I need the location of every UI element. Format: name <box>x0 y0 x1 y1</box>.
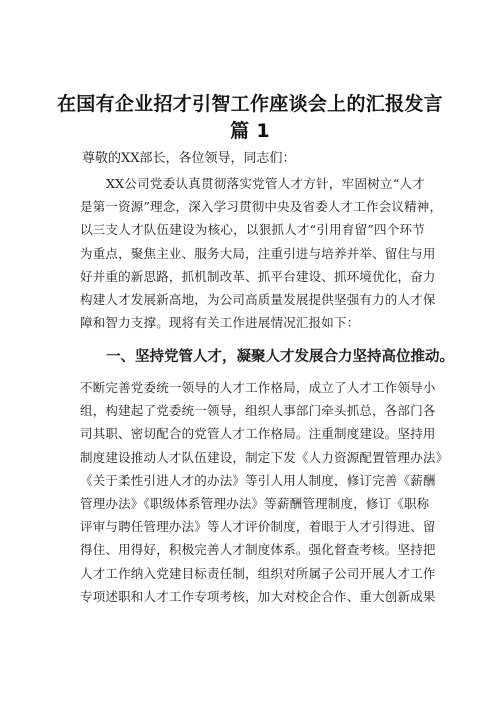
section-line: 评审与聘任管理办法》等人才评价制度，着眼于人才引得进、留 <box>80 519 436 535</box>
intro-line: XX公司党委认真贯彻落实党管人才方针，牢固树立“人才 <box>106 176 425 191</box>
intro-line: 为重点，聚焦主业、服务大局，注重引进与培养并举、留住与用 <box>80 245 436 261</box>
section-line: 管理办法》《职级体系管理办法》等薪酬管理制度，修订《职称 <box>80 495 430 511</box>
section-line: 不断完善党委统一领导的人才工作格局，成立了人才工作领导小 <box>80 380 436 395</box>
salutation: 尊敬的XX部长，各位领导，同志们： <box>82 151 296 166</box>
document-subtitle: 篇 1 <box>230 120 270 142</box>
intro-line: 障和智力支撑。现将有关工作进展情况汇报如下： <box>80 315 360 331</box>
intro-line: 构建人才发展新高地，为公司高质量发展提供坚强有力的人才保 <box>80 291 436 307</box>
section-line: 人才工作纳入党建目标责任制，组织对所属子公司开展人才工作 <box>80 565 436 581</box>
section-line: 《关于柔性引进人才的办法》等引人用人制度，修订完善《薪酬 <box>80 472 436 488</box>
intro-paragraph <box>80 172 443 334</box>
section-line: 组，构建起了党委统一领导，组织人事部门牵头抓总，各部门各 <box>80 403 436 419</box>
document-title: 在国有企业招才引智工作座谈会上的汇报发言 <box>56 93 443 115</box>
section-line: 制度建设推动人才队伍建设，制定下发《人力资源配置管理办法》 <box>80 449 449 465</box>
section-paragraph <box>80 376 449 608</box>
section-line: 司其职、密切配合的党管人才工作格局。注重制度建设。坚持用 <box>80 426 436 442</box>
section-line: 得住、用得好，积极完善人才制度体系。强化督查考核。坚持把 <box>80 542 436 558</box>
section-heading: 一、坚持党管人才，凝聚人才发展合力坚持高位推动。 <box>106 349 454 365</box>
intro-line: 以三支人才队伍建设为核心，以狠抓人才“引用育留”四个环节 <box>80 222 425 238</box>
intro-line: 是第一资源”理念，深入学习贯彻中央及省委人才工作会议精神， <box>80 199 443 215</box>
intro-line: 好并重的新思路，抓机制改革、抓平台建设、抓环境优化，奋力 <box>80 268 436 284</box>
section-line: 专项述职和人才工作专项考核，加大对校企合作、重大创新成果 <box>80 588 436 604</box>
